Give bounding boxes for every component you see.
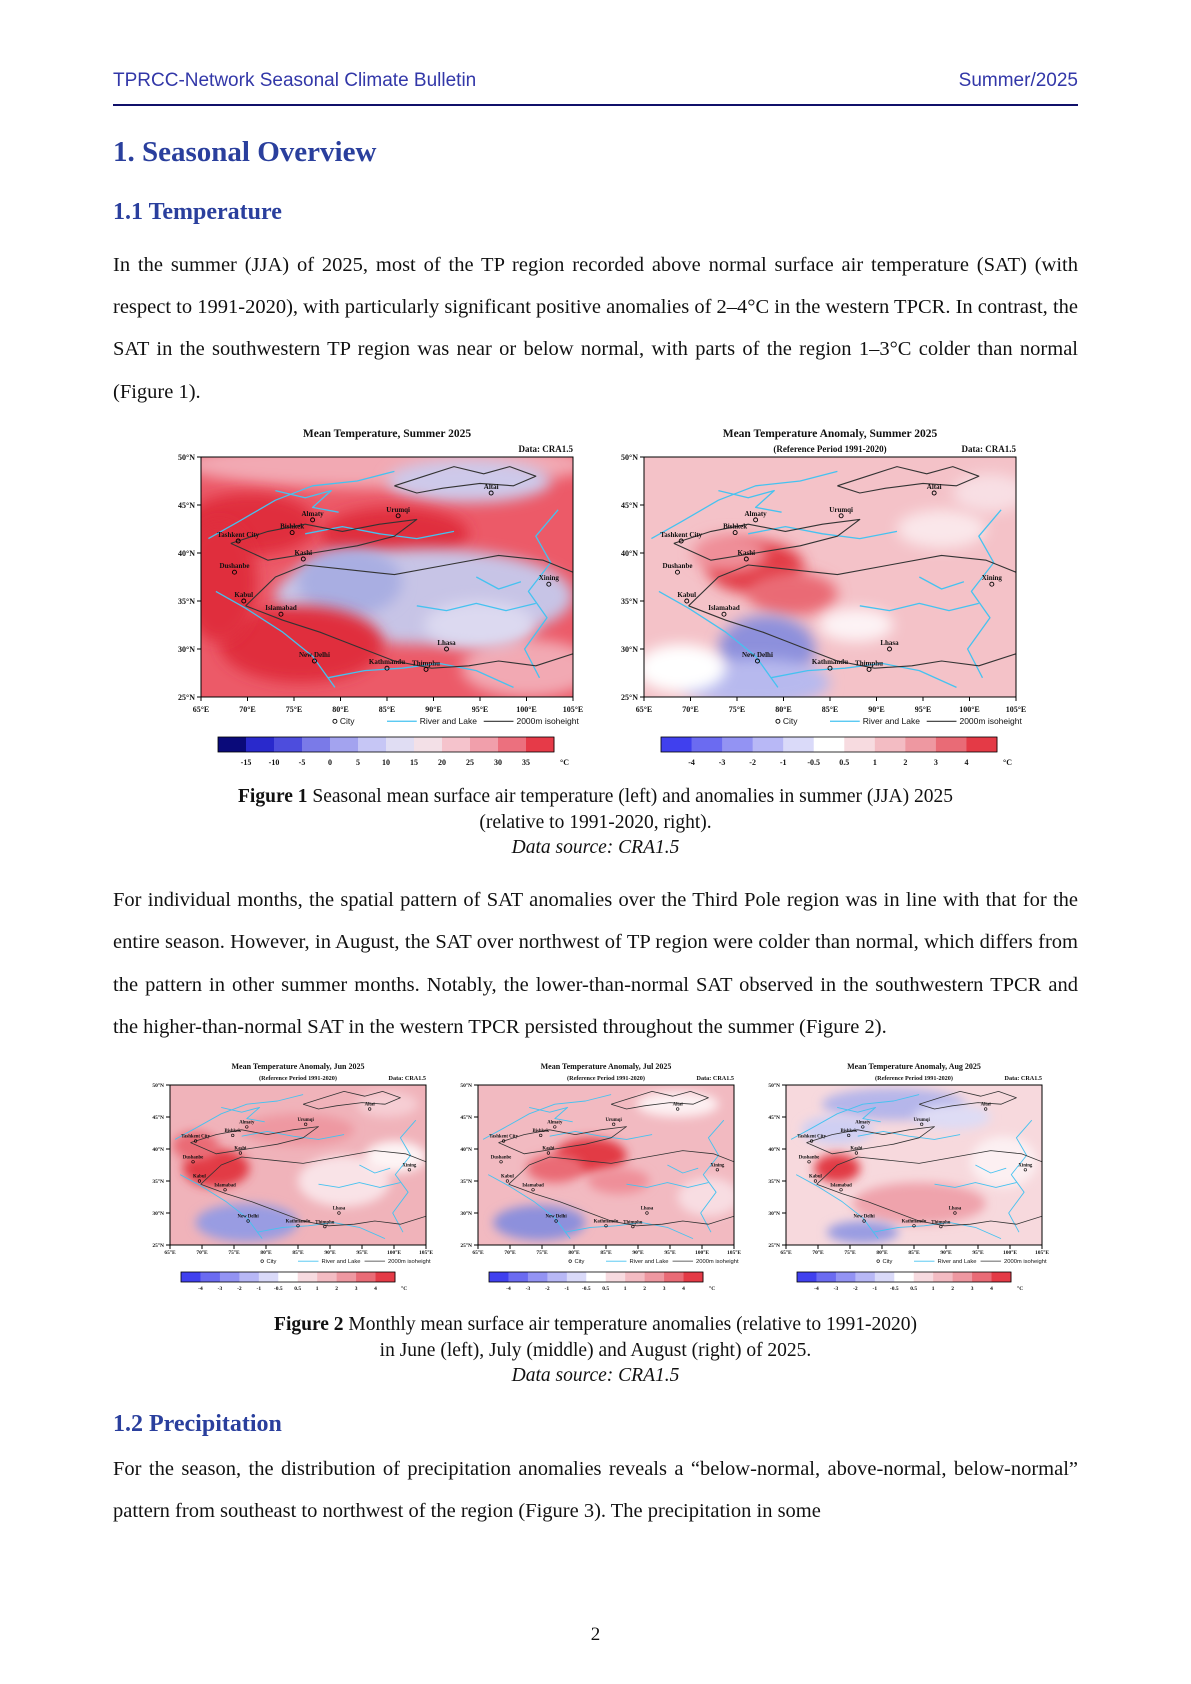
colorbar-tick-label: -1: [564, 1285, 569, 1292]
city-legend-icon: [332, 719, 336, 723]
colorbar-tick-label: -1: [256, 1285, 261, 1292]
legend-isoheight-label: 2000m isoheight: [695, 1258, 739, 1265]
lon-tick-label: 75°E: [227, 1249, 240, 1256]
legend-isoheight-label: 2000m isoheight: [1003, 1258, 1047, 1265]
city-label: Kabul: [233, 590, 253, 599]
map-subtitle: (Reference Period 1991-2020): [772, 443, 887, 454]
legend-river-label: River and Lake: [419, 715, 477, 726]
map-colorbar: [181, 1272, 407, 1292]
map-fig2-jul: [445, 1058, 747, 1308]
lon-tick-label: 80°E: [331, 704, 349, 714]
city-label: New Delhi: [236, 1214, 259, 1220]
colorbar-tick-label: 5: [355, 757, 360, 767]
city-legend-icon: [568, 1260, 571, 1263]
colorbar-unit-label: °C: [559, 757, 569, 767]
colorbar-tick-label: -3: [833, 1285, 838, 1292]
city-label: Thimphu: [314, 1220, 334, 1226]
city-label: Dushanbe: [218, 562, 249, 571]
map-title: Mean Temperature Anomaly, Jul 2025: [540, 1061, 671, 1071]
city-label: Dushanbe: [490, 1155, 511, 1161]
city-label: New Delhi: [852, 1214, 875, 1220]
figure1-left-map-panel: [156, 423, 593, 780]
colorbar-tick-label: -1: [779, 757, 787, 767]
map-legend: [775, 716, 1022, 726]
section-heading-seasonal-overview: 1. Seasonal Overview: [113, 136, 377, 168]
lon-tick-label: 80°E: [875, 1249, 888, 1256]
city-label: Tashkent City: [796, 1134, 826, 1140]
map-data-source-label: Data: CRA1.5: [696, 1074, 734, 1082]
city-label: Urumqi: [913, 1117, 930, 1123]
lon-tick-label: 70°E: [681, 704, 699, 714]
lat-tick-label: 35°N: [620, 596, 638, 606]
lon-tick-label: 95°E: [471, 704, 488, 714]
city-label: Kabul: [808, 1174, 822, 1180]
lat-tick-label: 35°N: [459, 1178, 472, 1185]
lat-tick-label: 45°N: [620, 500, 638, 510]
legend-river-label: River and Lake: [628, 1258, 668, 1265]
lat-tick-label: 50°N: [151, 1082, 164, 1089]
lon-tick-label: 90°E: [323, 1249, 336, 1256]
colorbar-tick-label: -4: [197, 1285, 203, 1292]
lat-tick-label: 30°N: [459, 1210, 472, 1217]
subsection-heading-temperature: 1.1 Temperature: [113, 199, 282, 225]
colorbar-tick-label: 1: [872, 757, 877, 767]
city-label: Dushanbe: [661, 562, 692, 571]
city-label: Tashkent City: [216, 530, 259, 539]
city-label: Almaty: [854, 1120, 870, 1126]
city-label: New Delhi: [298, 650, 330, 659]
lon-tick-label: 80°E: [774, 704, 792, 714]
lon-tick-label: 70°E: [503, 1249, 516, 1256]
paragraph-temperature-2: For individual months, the spatial pattern of SAT anomalies over the Third Pole region was in line with that for the entire season. However, in August, the SAT over northwest of TP region were colder than normal, which differs from the pattern in other summer months. Notably, the lower-than-normal SAT observed in the southwestern TPCR and the higher-than-normal SAT in the western TPCR persisted throughout the summer (Figure 2).: [113, 889, 1078, 1038]
lon-tick-label: 105°E: [562, 704, 583, 714]
city-label: Kashi: [849, 1146, 862, 1152]
city-label: Bishkek: [531, 1129, 549, 1135]
city-label: Bishkek: [722, 522, 747, 531]
lat-tick-label: 30°N: [151, 1210, 164, 1217]
colorbar-tick-label: -15: [240, 757, 251, 767]
colorbar-tick-label: 2: [902, 757, 907, 767]
colorbar-tick-label: -10: [268, 757, 279, 767]
figure1-data-source: Data source: CRA1.5: [511, 837, 680, 859]
map-fig2-aug: [753, 1058, 1055, 1308]
page-header: [113, 0, 1078, 92]
city-label: Altai: [980, 1102, 991, 1108]
lon-tick-label: 90°E: [631, 1249, 644, 1256]
figure2-june-map-panel: [137, 1058, 439, 1308]
figure1-caption: Figure 1 Seasonal mean surface air temperature (left) and anomalies in summer (JJA) 2025 (relative to 1991-2020, right). Data source: CRA1.5: [113, 784, 1078, 861]
city-label: Urumqi: [605, 1117, 622, 1123]
figure1-maps: [113, 423, 1078, 780]
map-subtitle: (Reference Period 1991-2020): [258, 1074, 337, 1082]
lat-tick-label: 50°N: [767, 1082, 780, 1089]
colorbar-unit-label: °C: [708, 1285, 715, 1292]
colorbar-tick-label: 20: [437, 757, 446, 767]
city-label: Urumqi: [828, 505, 853, 514]
city-label: Altai: [483, 482, 499, 491]
lon-tick-label: 100°E: [958, 704, 980, 714]
map-fig1-left: [156, 423, 593, 780]
map-fig1-right: [599, 423, 1036, 780]
lon-tick-label: 85°E: [599, 1249, 612, 1256]
lat-tick-label: 40°N: [620, 548, 638, 558]
lat-tick-label: 30°N: [767, 1210, 780, 1217]
lon-tick-label: 70°E: [811, 1249, 824, 1256]
colorbar-tick-label: 1: [931, 1285, 935, 1292]
city-label: Kashi: [541, 1146, 554, 1152]
lon-tick-label: 65°E: [779, 1249, 792, 1256]
city-label: New Delhi: [544, 1214, 567, 1220]
lon-tick-label: 70°E: [238, 704, 256, 714]
colorbar-tick-label: -2: [748, 757, 756, 767]
lat-tick-label: 45°N: [177, 500, 195, 510]
lon-tick-label: 80°E: [567, 1249, 580, 1256]
city-label: Lhasa: [879, 638, 899, 647]
colorbar-tick-label: 0: [327, 757, 332, 767]
map-data-source-label: Data: CRA1.5: [1004, 1074, 1042, 1082]
city-label: Xining: [709, 1163, 724, 1169]
city-label: Altai: [926, 482, 942, 491]
lon-tick-label: 105°E: [418, 1249, 433, 1256]
city-label: Islamabad: [707, 604, 740, 613]
lon-tick-label: 80°E: [259, 1249, 272, 1256]
city-label: Lhasa: [640, 1206, 653, 1212]
lon-tick-label: 100°E: [1002, 1249, 1017, 1256]
lon-tick-label: 95°E: [355, 1249, 368, 1256]
page-number: 2: [590, 1624, 601, 1645]
lon-tick-label: 65°E: [192, 704, 209, 714]
colorbar-tick-label: 3: [970, 1285, 973, 1292]
lat-tick-label: 50°N: [459, 1082, 472, 1089]
map-title: Mean Temperature, Summer 2025: [302, 427, 471, 440]
colorbar-tick-label: -3: [718, 757, 725, 767]
colorbar-tick-label: 3: [933, 757, 938, 767]
lat-tick-label: 25°N: [767, 1242, 780, 1249]
lat-tick-label: 25°N: [620, 692, 638, 702]
city-label: Tashkent City: [180, 1134, 210, 1140]
header-issue: Summer/2025: [958, 70, 1078, 91]
city-label: Kashi: [737, 548, 755, 557]
city-label: Kabul: [500, 1174, 514, 1180]
legend-city-label: City: [339, 715, 355, 726]
city-label: Tashkent City: [488, 1134, 518, 1140]
paragraph-precipitation-1: For the season, the distribution of precipitation anomalies reveals a “below-normal, above-normal, below-normal” pattern from southeast to northwest of the region (Figure 3). The precipitation in some: [113, 1458, 1078, 1523]
colorbar-tick-label: 0.5: [601, 1285, 609, 1292]
city-label: Kathmandu: [285, 1219, 310, 1225]
colorbar-tick-label: -0.5: [273, 1285, 283, 1292]
city-label: Thimphu: [622, 1220, 642, 1226]
city-label: Kathmandu: [901, 1219, 926, 1225]
colorbar-tick-label: -4: [505, 1285, 511, 1292]
colorbar-tick-label: -0.5: [889, 1285, 899, 1292]
lon-tick-label: 105°E: [1034, 1249, 1049, 1256]
figure2-august-map-panel: [753, 1058, 1055, 1308]
lon-tick-label: 100°E: [386, 1249, 401, 1256]
colorbar-tick-label: 2: [950, 1285, 954, 1292]
lon-tick-label: 90°E: [424, 704, 442, 714]
lon-tick-label: 85°E: [907, 1249, 920, 1256]
city-label: Almaty: [238, 1120, 254, 1126]
figure2-data-source: Data source: CRA1.5: [511, 1365, 680, 1387]
colorbar-tick-label: 0.5: [293, 1285, 301, 1292]
lat-tick-label: 50°N: [620, 452, 638, 462]
map-colorbar: [797, 1272, 1023, 1292]
map-title: Mean Temperature Anomaly, Aug 2025: [846, 1061, 981, 1071]
colorbar-tick-label: -0.5: [806, 757, 820, 767]
city-label: Lhasa: [436, 638, 456, 647]
city-label: Tashkent City: [659, 530, 702, 539]
lat-tick-label: 45°N: [459, 1114, 472, 1121]
lat-tick-label: 30°N: [620, 644, 638, 654]
colorbar-tick-label: 0.5: [838, 757, 849, 767]
map-subtitle: (Reference Period 1991-2020): [566, 1074, 645, 1082]
lon-tick-label: 65°E: [471, 1249, 484, 1256]
city-label: Islamabad: [264, 604, 297, 613]
map-legend: [332, 716, 579, 726]
map-title: Mean Temperature Anomaly, Jun 2025: [231, 1061, 364, 1071]
figure2-maps: [113, 1058, 1078, 1308]
colorbar-tick-label: 35: [521, 757, 530, 767]
city-label: Altai: [672, 1102, 683, 1108]
city-label: Almaty: [301, 509, 324, 518]
subsection-heading-precipitation: 1.2 Precipitation: [113, 1411, 282, 1438]
lon-tick-label: 95°E: [971, 1249, 984, 1256]
city-label: Bishkek: [279, 522, 304, 531]
lat-tick-label: 45°N: [151, 1114, 164, 1121]
colorbar-tick-label: -2: [544, 1285, 550, 1292]
city-label: Kathmandu: [593, 1219, 618, 1225]
paragraph-temperature-1: In the summer (JJA) of 2025, most of the TP region recorded above normal surface air temperature (SAT) (with respect to 1991-2020), with particularly significant positive anomalies of 2–4°C in the western TPCR. In contrast, the SAT in the southwestern TP region was near or below normal, with parts of the region 1–3°C colder than normal (Figure 1).: [113, 254, 1078, 403]
figure1-right-map-panel: [599, 423, 1036, 780]
map-legend: [876, 1259, 1046, 1265]
map-data-source-label: Data: CRA1.5: [961, 443, 1016, 454]
colorbar-tick-label: 2: [334, 1285, 338, 1292]
lon-tick-label: 85°E: [821, 704, 838, 714]
legend-river-label: River and Lake: [320, 1258, 360, 1265]
lat-tick-label: 50°N: [177, 452, 195, 462]
lon-tick-label: 75°E: [728, 704, 745, 714]
colorbar-unit-label: °C: [400, 1285, 407, 1292]
city-label: Islamabad: [213, 1183, 236, 1189]
legend-city-label: City: [782, 715, 798, 726]
city-label: Lhasa: [948, 1206, 961, 1212]
legend-isoheight-label: 2000m isoheight: [387, 1258, 431, 1265]
lon-tick-label: 75°E: [843, 1249, 856, 1256]
figure2-caption: Figure 2 Monthly mean surface air temperature anomalies (relative to 1991-2020) in June (left), July (middle) and August (right) of 2025. Data source: CRA1.5: [113, 1312, 1078, 1389]
colorbar-tick-label: -1: [872, 1285, 877, 1292]
city-label: Xining: [1017, 1163, 1032, 1169]
lon-tick-label: 75°E: [535, 1249, 548, 1256]
colorbar-tick-label: 3: [662, 1285, 665, 1292]
city-label: Bishkek: [223, 1129, 241, 1135]
city-label: Almaty: [546, 1120, 562, 1126]
legend-city-label: City: [881, 1258, 892, 1265]
lon-tick-label: 100°E: [515, 704, 537, 714]
map-fig2-jun: [137, 1058, 439, 1308]
map-colorbar: [661, 737, 1012, 767]
lat-tick-label: 35°N: [177, 596, 195, 606]
map-data-source-label: Data: CRA1.5: [518, 443, 573, 454]
colorbar-unit-label: °C: [1016, 1285, 1023, 1292]
city-label: New Delhi: [741, 650, 773, 659]
colorbar-tick-label: 0.5: [909, 1285, 917, 1292]
colorbar-tick-label: -0.5: [581, 1285, 591, 1292]
lat-tick-label: 35°N: [151, 1178, 164, 1185]
city-label: Dushanbe: [182, 1155, 203, 1161]
lon-tick-label: 70°E: [195, 1249, 208, 1256]
city-label: Thimphu: [411, 659, 440, 668]
lat-tick-label: 25°N: [177, 692, 195, 702]
city-label: Almaty: [744, 509, 767, 518]
city-label: Islamabad: [521, 1183, 544, 1189]
lat-tick-label: 30°N: [177, 644, 195, 654]
city-label: Thimphu: [930, 1220, 950, 1226]
colorbar-tick-label: -4: [687, 757, 695, 767]
lat-tick-label: 40°N: [177, 548, 195, 558]
legend-river-label: River and Lake: [862, 715, 920, 726]
legend-isoheight-label: 2000m isoheight: [515, 715, 579, 726]
colorbar-tick-label: -2: [236, 1285, 242, 1292]
header-title: TPRCC-Network Seasonal Climate Bulletin: [113, 70, 477, 91]
colorbar-tick-label: 4: [989, 1285, 993, 1292]
colorbar-tick-label: -3: [525, 1285, 530, 1292]
figure2-label: Figure 2: [274, 1313, 344, 1335]
colorbar-unit-label: °C: [1002, 757, 1012, 767]
lon-tick-label: 95°E: [663, 1249, 676, 1256]
city-legend-icon: [775, 719, 779, 723]
lat-tick-label: 40°N: [767, 1146, 780, 1153]
colorbar-tick-label: 15: [409, 757, 418, 767]
figure1-label: Figure 1: [238, 785, 308, 807]
city-label: Dushanbe: [798, 1155, 819, 1161]
colorbar-tick-label: 4: [373, 1285, 377, 1292]
map-title: Mean Temperature Anomaly, Summer 2025: [722, 427, 937, 440]
colorbar-tick-label: 30: [493, 757, 502, 767]
lon-tick-label: 85°E: [291, 1249, 304, 1256]
colorbar-tick-label: -5: [298, 757, 305, 767]
city-legend-icon: [876, 1260, 879, 1263]
map-legend: [260, 1259, 430, 1265]
colorbar-tick-label: -4: [813, 1285, 819, 1292]
city-label: Kathmandu: [368, 658, 405, 667]
colorbar-tick-label: 3: [354, 1285, 357, 1292]
legend-river-label: River and Lake: [936, 1258, 976, 1265]
colorbar-tick-label: 4: [963, 757, 968, 767]
lon-tick-label: 65°E: [163, 1249, 176, 1256]
map-subtitle: (Reference Period 1991-2020): [874, 1074, 953, 1082]
lat-tick-label: 45°N: [767, 1114, 780, 1121]
city-label: Xining: [538, 574, 559, 583]
lon-tick-label: 75°E: [285, 704, 302, 714]
colorbar-tick-label: -3: [217, 1285, 222, 1292]
city-label: Kashi: [294, 548, 312, 557]
city-label: Kathmandu: [811, 658, 848, 667]
city-label: Xining: [981, 574, 1002, 583]
lat-tick-label: 25°N: [151, 1242, 164, 1249]
lat-tick-label: 35°N: [767, 1178, 780, 1185]
city-label: Urumqi: [385, 505, 410, 514]
map-colorbar: [218, 737, 569, 767]
lon-tick-label: 105°E: [726, 1249, 741, 1256]
map-legend: [568, 1259, 738, 1265]
lon-tick-label: 90°E: [939, 1249, 952, 1256]
lat-tick-label: 25°N: [459, 1242, 472, 1249]
city-label: Xining: [401, 1163, 416, 1169]
colorbar-tick-label: 2: [642, 1285, 646, 1292]
lon-tick-label: 85°E: [378, 704, 395, 714]
colorbar-tick-label: 10: [381, 757, 390, 767]
city-label: Kabul: [192, 1174, 206, 1180]
city-label: Thimphu: [854, 659, 883, 668]
legend-city-label: City: [573, 1258, 584, 1265]
legend-isoheight-label: 2000m isoheight: [958, 715, 1022, 726]
lon-tick-label: 95°E: [914, 704, 931, 714]
city-label: Lhasa: [332, 1206, 345, 1212]
lon-tick-label: 100°E: [694, 1249, 709, 1256]
figure2-july-map-panel: [445, 1058, 747, 1308]
colorbar-tick-label: 25: [465, 757, 474, 767]
header-rule: [113, 104, 1078, 106]
lon-tick-label: 105°E: [1005, 704, 1026, 714]
legend-city-label: City: [265, 1258, 276, 1265]
city-label: Altai: [364, 1102, 375, 1108]
lat-tick-label: 40°N: [459, 1146, 472, 1153]
map-data-source-label: Data: CRA1.5: [388, 1074, 426, 1082]
lon-tick-label: 65°E: [635, 704, 652, 714]
city-legend-icon: [260, 1260, 263, 1263]
city-label: Kabul: [676, 590, 696, 599]
map-colorbar: [489, 1272, 715, 1292]
colorbar-tick-label: 4: [681, 1285, 685, 1292]
lon-tick-label: 90°E: [867, 704, 885, 714]
colorbar-tick-label: 1: [315, 1285, 319, 1292]
city-label: Kashi: [233, 1146, 246, 1152]
colorbar-tick-label: -2: [852, 1285, 858, 1292]
city-label: Islamabad: [829, 1183, 852, 1189]
colorbar-tick-label: 1: [623, 1285, 627, 1292]
city-label: Urumqi: [297, 1117, 314, 1123]
city-label: Bishkek: [839, 1129, 857, 1135]
lat-tick-label: 40°N: [151, 1146, 164, 1153]
